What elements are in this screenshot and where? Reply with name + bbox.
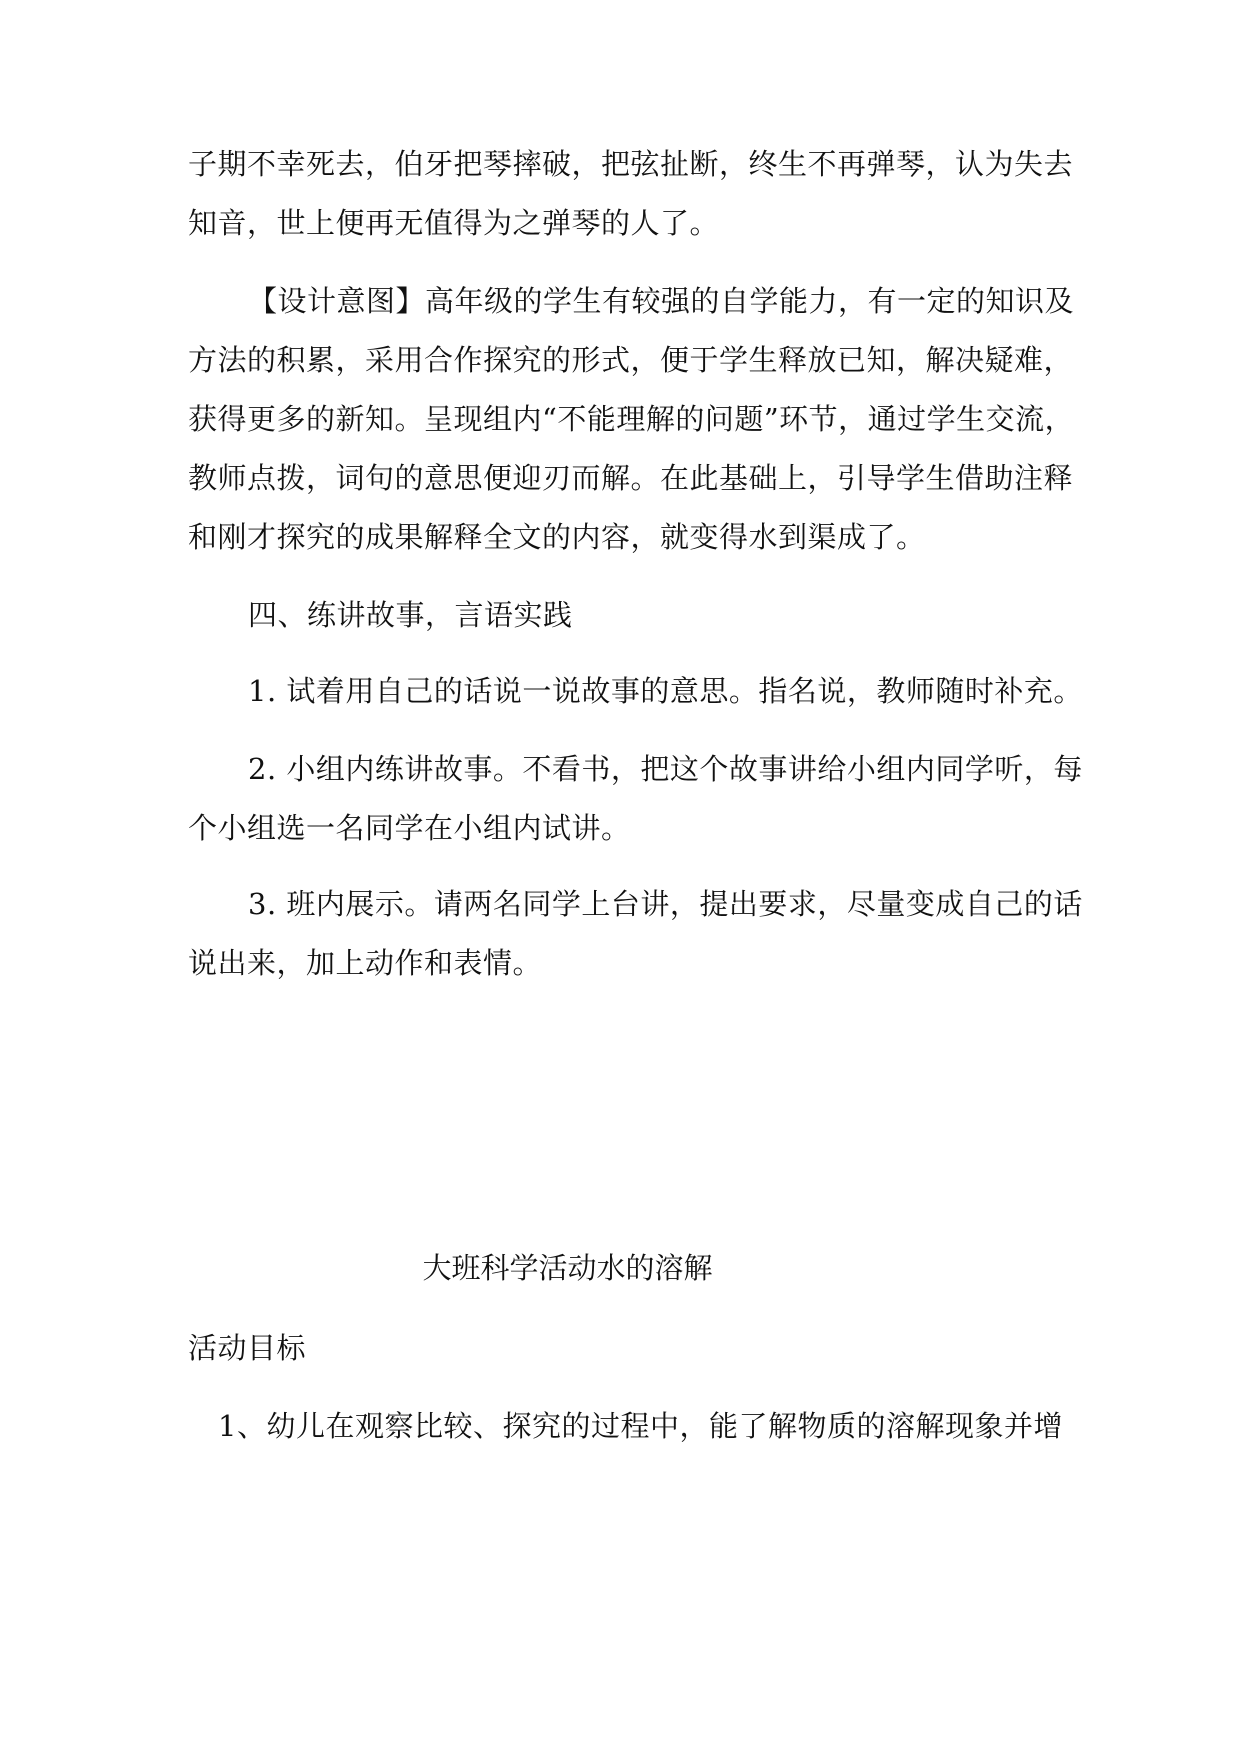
paragraph-line: 知音，世上便再无值得为之弹琴的人了。 <box>188 206 720 240</box>
paragraph-line: 教师点拨，词句的意思便迎刃而解。在此基础上，引导学生借助注释 <box>188 461 1074 495</box>
paragraph-line: 和刚才探究的成果解释全文的内容，就变得水到渠成了。 <box>188 520 926 554</box>
list-item: 3. 班内展示。请两名同学上台讲，提出要求，尽量变成自己的话 <box>248 887 1083 921</box>
paragraph-line: 子期不幸死去，伯牙把琴摔破，把弦扯断，终生不再弹琴，认为失去 <box>188 147 1074 181</box>
goal-item: 1、幼儿在观察比较、探究的过程中，能了解物质的溶解现象并增 <box>218 1409 1063 1443</box>
section-title: 大班科学活动水的溶解 <box>422 1251 713 1285</box>
list-item: 1. 试着用自己的话说一说故事的意思。指名说，教师随时补充。 <box>248 674 1083 708</box>
paragraph-line: 个小组选一名同学在小组内试讲。 <box>188 811 631 845</box>
design-intent-line: 【设计意图】高年级的学生有较强的自学能力，有一定的知识及 <box>248 284 1075 318</box>
paragraph-line: 方法的积累，采用合作探究的形式，便于学生释放已知，解决疑难， <box>188 343 1074 377</box>
activity-goals-heading: 活动目标 <box>188 1331 307 1365</box>
paragraph-line: 获得更多的新知。呈现组内“不能理解的问题”环节，通过学生交流， <box>188 402 1075 436</box>
paragraph-line: 说出来，加上动作和表情。 <box>188 946 543 980</box>
list-item: 2. 小组内练讲故事。不看书，把这个故事讲给小组内同学听，每 <box>248 752 1083 786</box>
section-heading: 四、练讲故事，言语实践 <box>248 598 573 632</box>
